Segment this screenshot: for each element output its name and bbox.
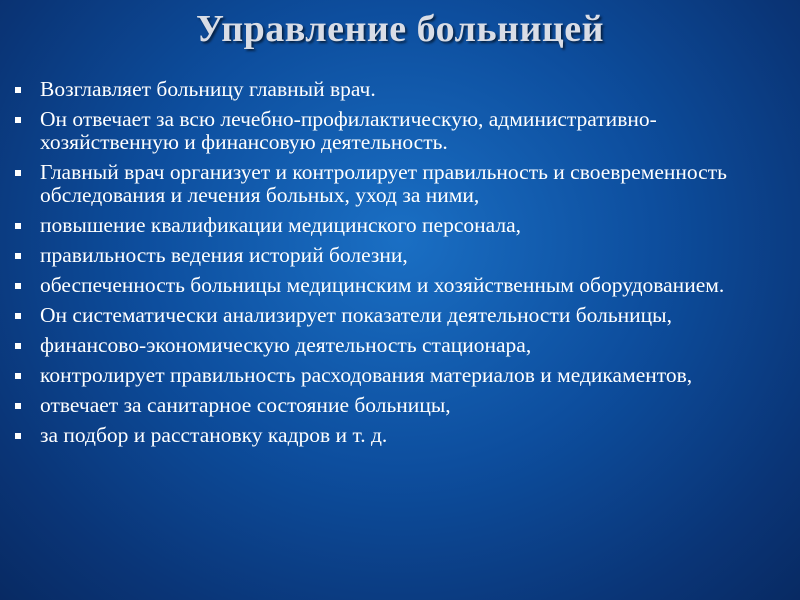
bullet-item (12, 214, 792, 237)
square-bullet-icon (15, 403, 21, 409)
square-bullet-icon (15, 87, 21, 93)
bullet-text: обеспеченность больницы медицинским и хозяйственным оборудованием. (40, 273, 725, 297)
bullet-text: Он отвечает за всю лечебно-профилактическую, административно-хозяйственную и финансовую деятельность. (40, 107, 657, 154)
bullet-text: контролирует правильность расходования материалов и медикаментов, (40, 363, 693, 387)
bullet-text: Он систематически анализирует показатели деятельности больницы, (40, 303, 672, 327)
square-bullet-icon (15, 283, 21, 289)
square-bullet-icon (15, 223, 21, 229)
bullet-text: за подбор и расстановку кадров и т. д. (40, 423, 388, 447)
bullet-text: Возглавляет больницу главный врач. (40, 77, 376, 101)
bullet-item (12, 274, 792, 297)
bullet-text: отвечает за санитарное состояние больницы, (40, 393, 451, 417)
bullet-item (12, 161, 792, 207)
square-bullet-icon (15, 343, 21, 349)
bullet-item (12, 304, 792, 327)
square-bullet-icon (15, 433, 21, 439)
bullet-item (12, 244, 792, 267)
square-bullet-icon (15, 313, 21, 319)
bullet-item (12, 334, 792, 357)
bullet-item (12, 394, 792, 417)
bullet-text: правильность ведения историй болезни, (40, 243, 408, 267)
square-bullet-icon (15, 253, 21, 259)
bullet-list (12, 78, 792, 454)
bullet-item (12, 424, 792, 447)
bullet-item (12, 364, 792, 387)
bullet-text: Главный врач организует и контролирует правильность и своевременность обследования и лечения больных, уход за ними, (40, 160, 727, 207)
bullet-text: финансово-экономическую деятельность стационара, (40, 333, 532, 357)
slide-title: Управление больницей (195, 8, 605, 50)
bullet-text: повышение квалификации медицинского персонала, (40, 213, 522, 237)
bullet-item (12, 78, 792, 101)
square-bullet-icon (15, 170, 21, 176)
square-bullet-icon (15, 373, 21, 379)
bullet-item (12, 108, 792, 154)
square-bullet-icon (15, 117, 21, 123)
